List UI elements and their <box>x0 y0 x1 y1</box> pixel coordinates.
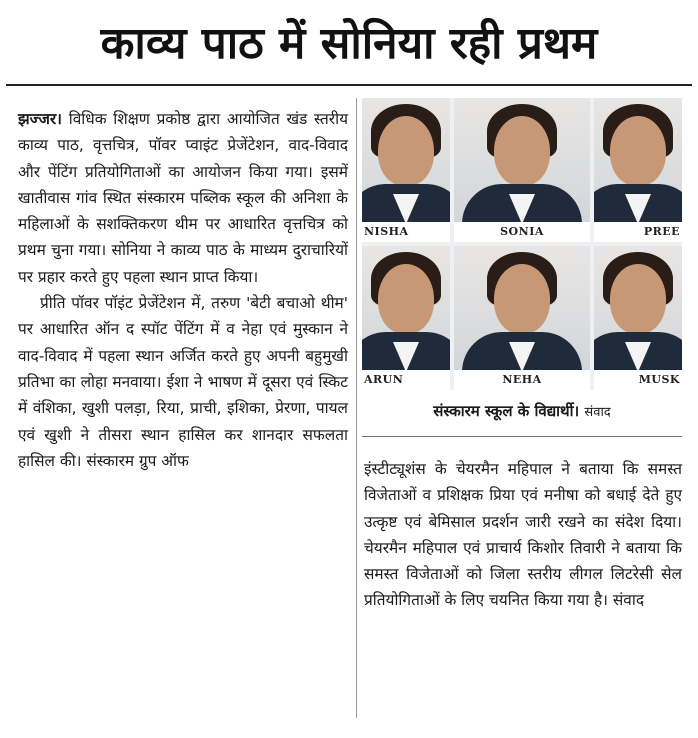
column-divider <box>356 98 357 718</box>
photo-label: MUSK <box>594 370 682 390</box>
paragraph-3: इंस्टीट्यूशंस के चेयरमैन महिपाल ने बताया कि समस्त विजेताओं व प्रशिक्षक प्रिया एवं मनीषा को बधाई देते हुए उत्कृष्ट एवं बेमिसाल प्रदर्शन जारी रखने का संदेश दिया। चेयरमैन महिपाल एवं प्राचार्य किशोर तिवारी ने बताया कि समस्त विजेताओं को जिला स्तरीय लीगल लिटरेसी सेल प्रतियोगिताओं के लिए चयनित किया गया है। संवाद <box>364 460 682 610</box>
face-shape <box>378 264 434 334</box>
right-column <box>364 456 682 614</box>
paragraph-1 <box>18 106 348 290</box>
face-shape <box>494 116 550 186</box>
photo-label: NEHA <box>454 370 590 390</box>
left-column <box>18 106 348 474</box>
headline-rule <box>6 84 692 86</box>
face-shape <box>378 116 434 186</box>
student-photo-pree <box>594 98 682 242</box>
photo-caption <box>362 394 682 428</box>
photo-label: ARUN <box>362 370 450 390</box>
student-photo-grid <box>362 98 682 390</box>
student-photo-neha <box>454 246 590 390</box>
student-photo-sonia <box>454 98 590 242</box>
photo-label: NISHA <box>362 222 450 242</box>
face-shape <box>494 264 550 334</box>
paragraph-2: प्रीति पॉवर पॉइंट प्रेजेंटेशन में, तरुण 'बेटी बचाओ थीम' पर आधारित ऑन द स्पॉट पेंटिंग में व नेहा एवं मुस्कान ने वाद-विवाद में पहला स्थान अर्जित करते हुए अपनी बहुमुखी प्रतिभा का लोहा मनवाया। ईशा ने भाषण में दूसरा एवं स्किट में वंशिका, खुशी पलड़ा, रिया, प्राची, इशिका, प्रेरणा, पायल एवं खुशी ने तीसरा स्थान हासिल कर शानदार सफलता हासिल की। संस्कारम ग्रुप ऑफ <box>18 294 348 470</box>
caption-rule <box>362 436 682 437</box>
dateline: झज्जर। <box>18 110 62 128</box>
headline: काव्य पाठ में सोनिया रही प्रथम <box>100 18 598 69</box>
caption-source: संवाद <box>584 405 611 420</box>
photo-label: SONIA <box>454 222 590 242</box>
student-photo-arun <box>362 246 450 390</box>
paragraph-1-text: विधिक शिक्षण प्रकोष्ठ द्वारा आयोजित खंड स्तरीय काव्य पाठ, वृत्तचित्र, पॉवर प्वाइंट प्रेजेंटेशन, वाद-विवाद और पेंटिंग प्रतियोगिताओं का आयोजन किया गया। इसमें खातीवास गांव स्थित संस्कारम पब्लिक स्कूल की अनिशा के महिलाओं के सशक्तिकरण थीम पर आधारित वृत्तचित्र को प्रथम चुना गया। सोनिया ने काव्य पाठ के माध्यम दुराचारियों पर प्रहार करते हुए पहला स्थान प्राप्त किया। <box>18 110 348 286</box>
face-shape <box>610 264 666 334</box>
face-shape <box>610 116 666 186</box>
student-photo-nisha <box>362 98 450 242</box>
caption-text: संस्कारम स्कूल के विद्यार्थी। <box>433 402 580 420</box>
photo-label: PREE <box>594 222 682 242</box>
student-photo-musk <box>594 246 682 390</box>
